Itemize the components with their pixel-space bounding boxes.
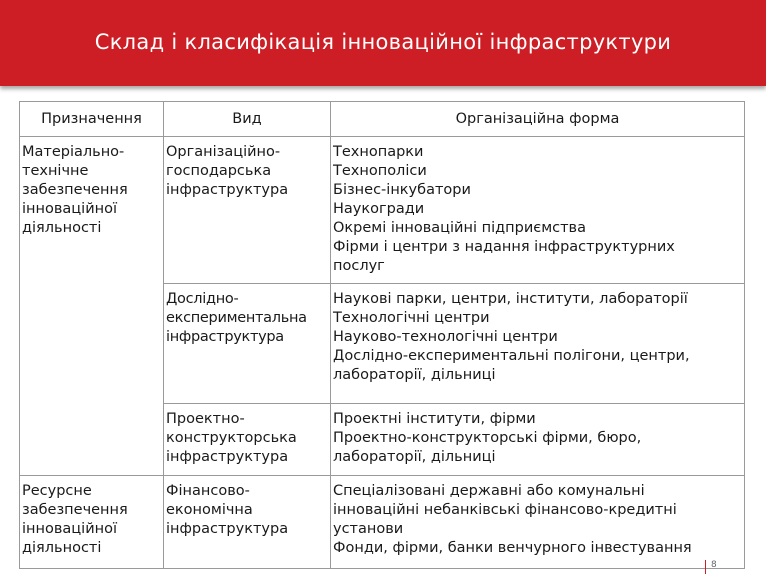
form-item: Технологічні центри [333,310,490,326]
forms-cell [331,284,745,404]
type-cell [164,284,331,404]
table-row [20,137,745,284]
slide-title: Склад і класифікація інноваційної інфраструктури [94,30,672,54]
column-header-type: Вид [164,102,331,137]
form-item: Фірми і центри з надання інфраструктурних послуг [333,239,675,274]
forms-cell [331,476,745,569]
form-item: Проектно-конструкторські фірми, бюро, лабораторії, дільниці [333,430,642,465]
form-item: Дослідно-експериментальні полігони, центри, лабораторії, дільниці [333,348,690,383]
form-item: Окремі інноваційні підприємства [333,220,586,236]
type-text: Організаційно-господарська інфраструктура [166,144,289,198]
table-row [20,476,745,569]
form-item: Технополіси [333,163,427,179]
type-text: Дослідно-експериментальна інфраструктура [166,291,307,345]
form-item: Бізнес-інкубатори [333,182,471,198]
table-header-row [20,102,745,137]
slide-number: 8 [711,560,717,570]
purpose-text: Ресурсне забезпечення інноваційної діяльності [22,483,128,556]
form-item: Технопарки [333,144,424,160]
column-header-purpose: Призначення [20,102,164,137]
form-item: Наукові парки, центри, інститути, лабораторії [333,291,688,307]
forms-cell [331,404,745,476]
form-item: Проектні інститути, фірми [333,411,536,427]
type-cell [164,137,331,284]
infrastructure-table [19,101,745,569]
form-item: Наукогради [333,201,425,217]
type-text: Проектно-конструкторська інфраструктура [166,411,297,465]
purpose-cell [20,137,164,476]
purpose-cell [20,476,164,569]
form-item: Науково-технологічні центри [333,329,558,345]
form-item: Спеціалізовані державні або комунальні інноваційні небанківські фінансово-кредитні установи [333,483,677,537]
type-cell [164,404,331,476]
slide-number-divider [705,560,706,574]
forms-cell [331,137,745,284]
column-header-form: Організаційна форма [331,102,745,137]
purpose-text: Матеріально-технічне забезпечення інноваційної діяльності [22,144,128,236]
form-item: Фонди, фірми, банки венчурного інвестування [333,540,692,556]
header-bar [0,0,766,86]
type-text: Фінансово-економічна інфраструктура [166,483,289,537]
type-cell [164,476,331,569]
